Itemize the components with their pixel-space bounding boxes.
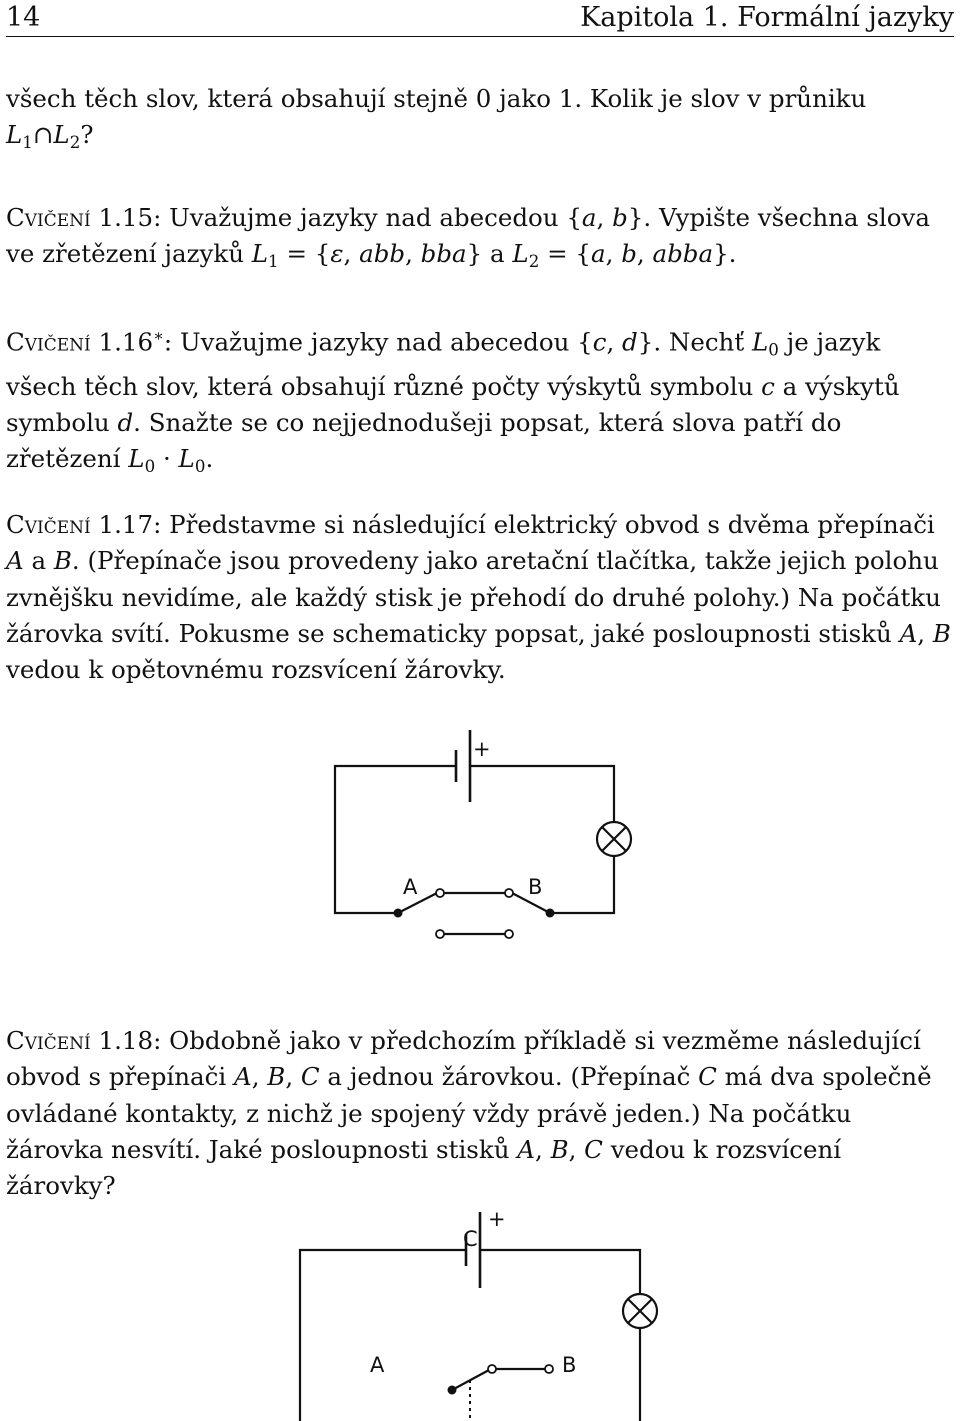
exercise-heading: Cvičení 1.18:	[6, 1026, 162, 1055]
battery-plus-label: +	[488, 1207, 506, 1231]
continuation-paragraph: všech těch slov, která obsahují stejně 0 jako 1. Kolik je slov v průniku $L_1\cap L_2$?	[6, 84, 867, 153]
lamp-icon	[597, 822, 631, 856]
running-header	[6, 0, 954, 37]
circuit-diagram-three-switches	[0, 1190, 960, 1421]
chapter-title: Kapitola 1. Formální jazyky	[580, 2, 954, 33]
wire-right-top	[480, 1250, 640, 1294]
switch-label-a: A	[370, 1353, 385, 1377]
switch-label-a: A	[403, 875, 418, 899]
circuit-diagram-two-switches	[0, 700, 960, 960]
wire-left	[300, 1250, 466, 1421]
switch-label-b: B	[562, 1353, 577, 1377]
switch-a	[394, 889, 445, 938]
switch-label-c: C	[463, 1227, 478, 1251]
exercise-heading: Cvičení 1.17:	[6, 510, 162, 539]
switch-b	[545, 1365, 553, 1373]
exercise-1-16: Cvičení 1.16∗: Uvažujme jazyky nad abecedou {c, d}. Nechť $L_0$ je jazyk všech těch slov, která obsahují různé počty výskytů symbolu c a výskytů symbolu d. Snažte se co nejjednodušeji popsat, která slova patří do zřetězení $L_0 \cdot L_0$.	[6, 326, 900, 477]
wire-right-top	[470, 766, 614, 822]
switch-c	[448, 1365, 497, 1421]
exercise-heading: Cvičení 1.15:	[6, 203, 162, 232]
exercise-1-15: Cvičení 1.15: Uvažujme jazyky nad abecedou {a, b}. Vypište všechna slova ve zřetězení jazyků $L_1 = \{\varepsilon$, abb, bba} a $L_2 = \{a$, b, abba}.	[6, 203, 930, 272]
exercise-1-18: Cvičení 1.18: Obdobně jako v předchozím příkladě si vezměme následující obvod s přepínači A, B, C a jednou žárovkou. (Přepínač C má dva společně ovládané kontakty, z nichž je spojený vždy právě jeden.) Na počátku žárovka nesvítí. Jaké posloupnosti stisků A, B, C vedou k rozsvícení žárovky?	[6, 1026, 932, 1201]
wire-right-bottom	[550, 856, 614, 913]
exercise-heading: Cvičení 1.16	[6, 327, 154, 357]
battery-plus-label: +	[473, 737, 491, 761]
exercise-1-17: Cvičení 1.17: Představme si následující elektrický obvod s dvěma přepínači A a B. (Přepínače jsou provedeny jako aretační tlačítka, takže jejich polohu zvnějšku nevidíme, ale každý stisk je přehodí do druhé polohy.) Na počátku žárovka svítí. Pokusme se schematicky popsat, jaké posloupnosti stisků A, B vedou k opětovnému rozsvícení žárovky.	[6, 510, 951, 685]
lamp-icon	[623, 1294, 657, 1328]
switch-label-b: B	[528, 875, 543, 899]
page-number: 14	[6, 2, 41, 33]
